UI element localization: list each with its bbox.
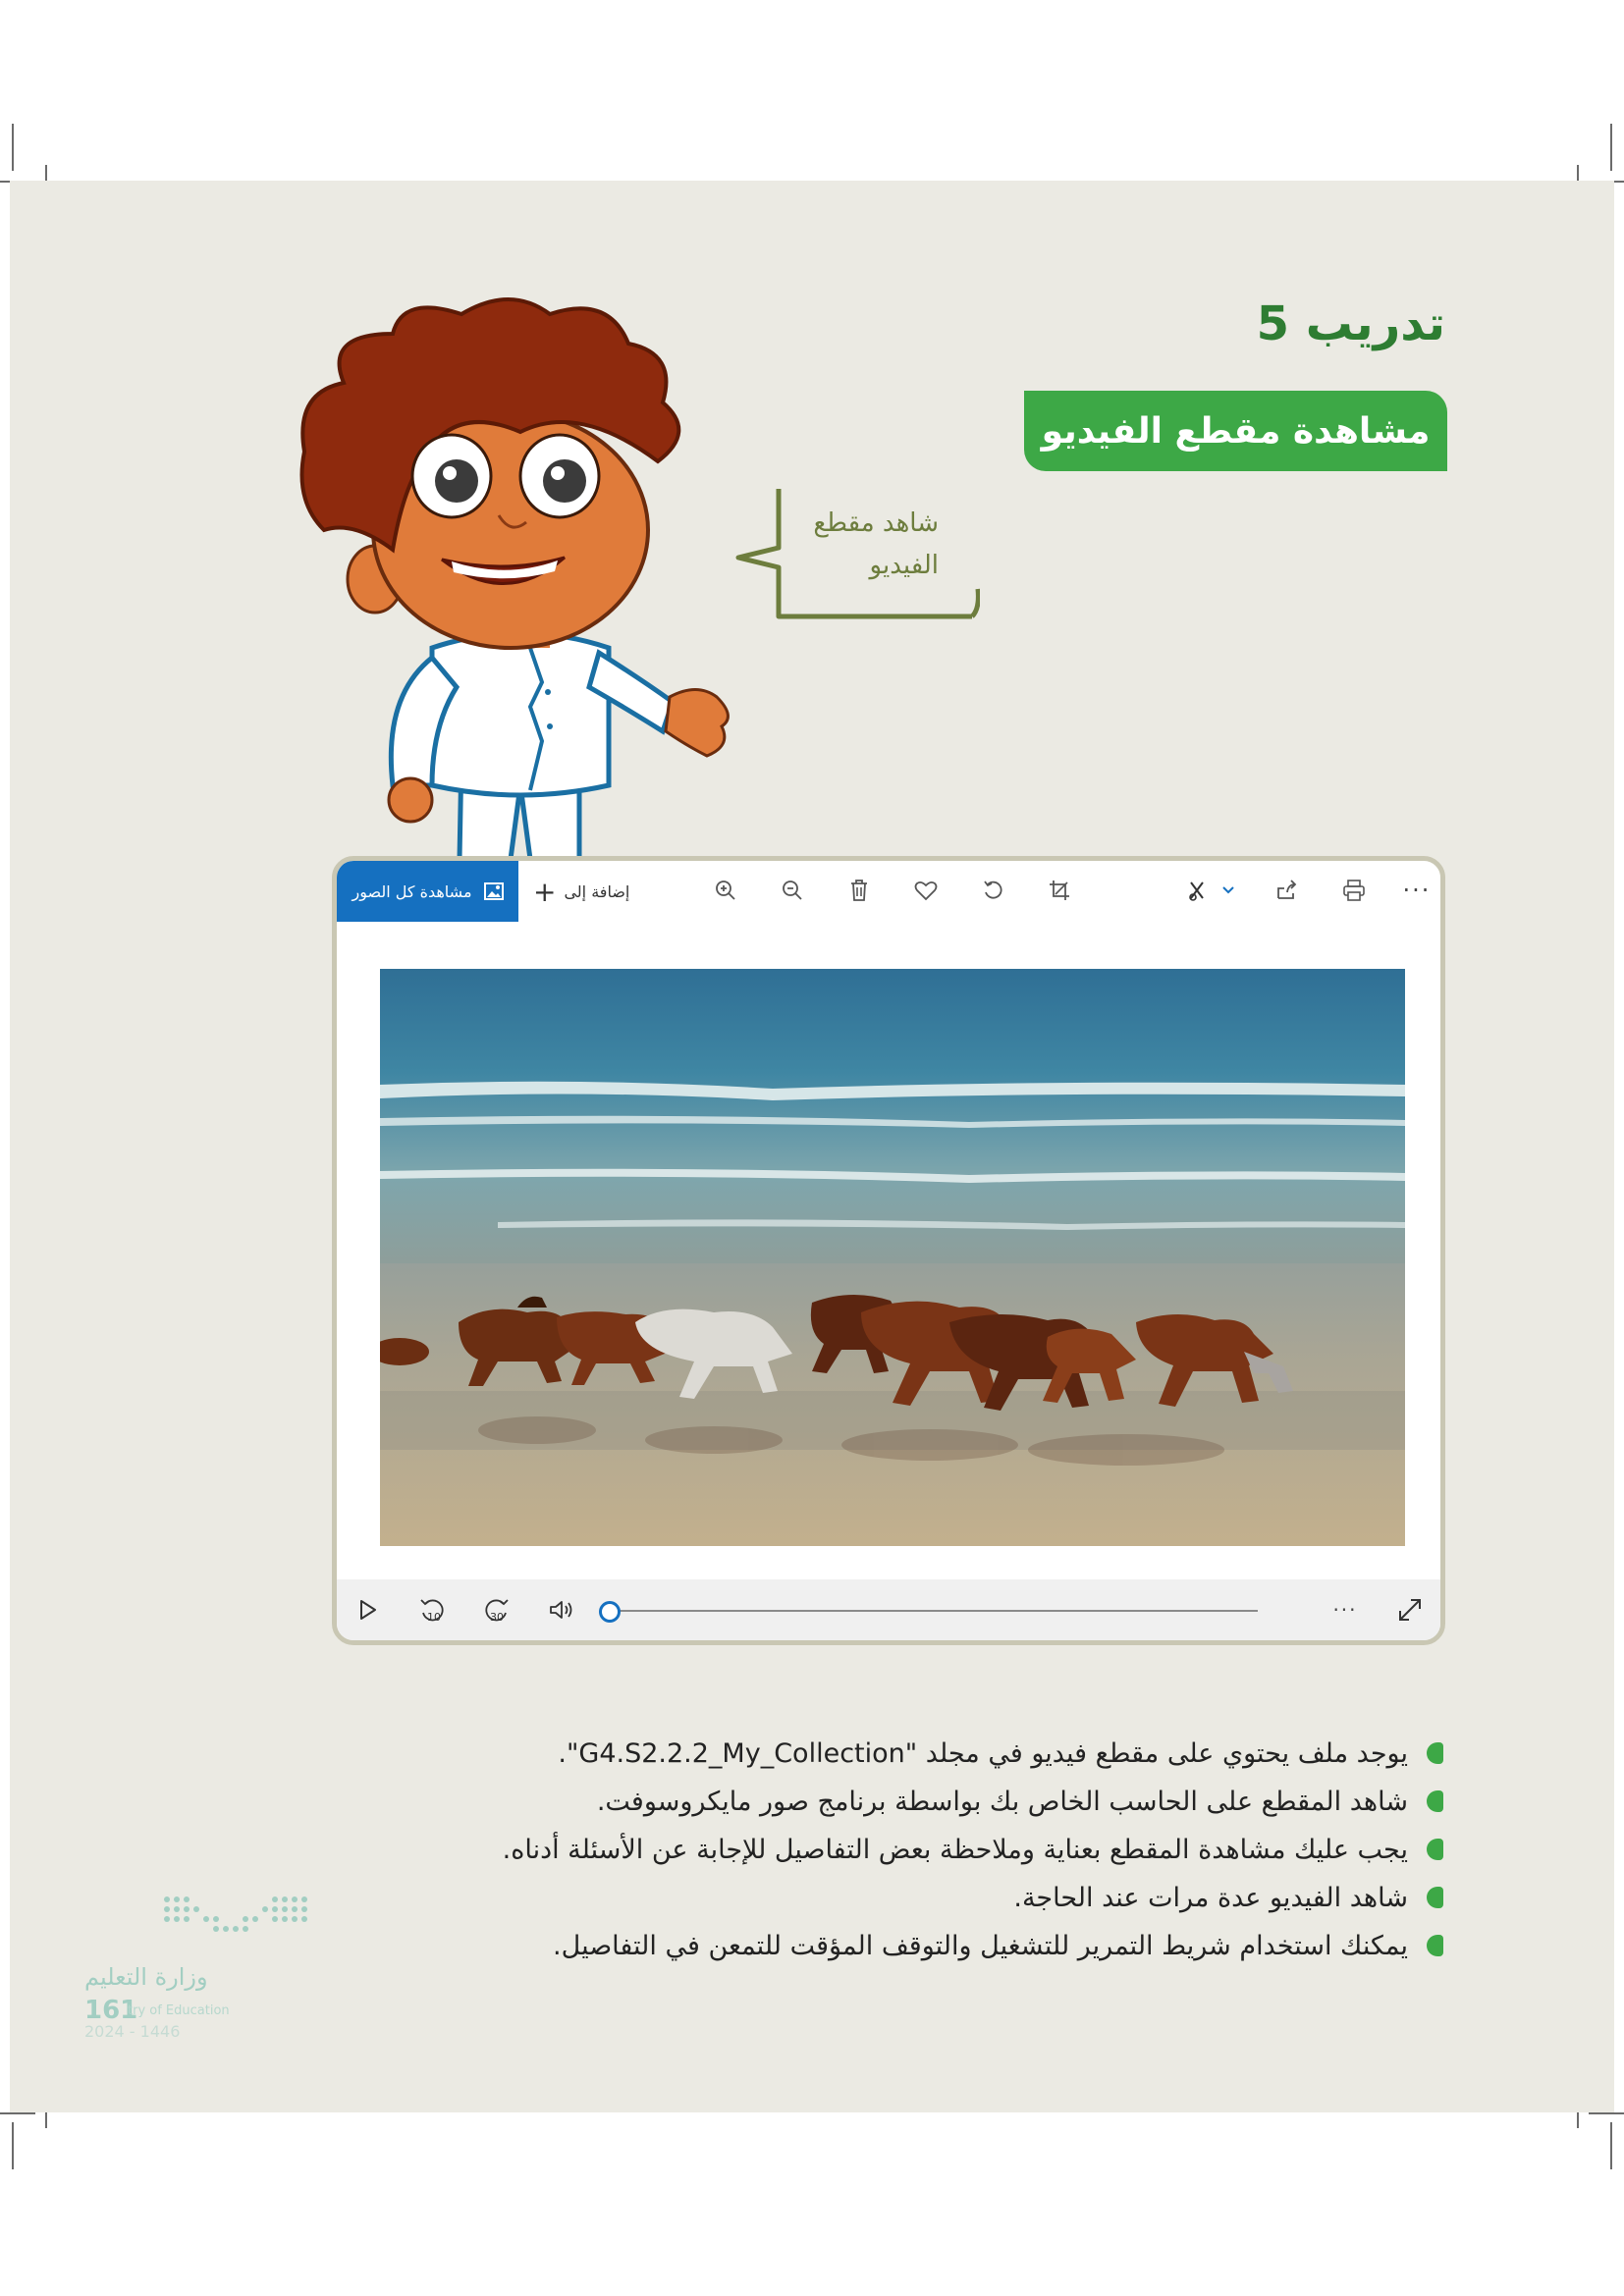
share-icon[interactable] <box>1272 875 1303 906</box>
instructions-list <box>461 1730 1443 1970</box>
crop-mark <box>0 2112 35 2114</box>
more-options-icon[interactable]: ··· <box>1332 1598 1358 1622</box>
list-item <box>461 1778 1443 1826</box>
exercise-title: تدريب 5 <box>1256 296 1445 351</box>
bullet-icon <box>1427 1839 1443 1860</box>
ministry-logo-dots-icon <box>157 1890 324 1949</box>
zoom-out-icon[interactable] <box>777 875 808 906</box>
crop-mark <box>1610 124 1612 171</box>
rotate-icon[interactable] <box>977 875 1008 906</box>
favorite-icon[interactable] <box>910 875 942 906</box>
video-player-window <box>332 856 1445 1645</box>
more-icon[interactable]: ··· <box>1402 877 1432 904</box>
edit-icon[interactable] <box>1187 875 1240 906</box>
skip-back-seconds: 10 <box>427 1611 441 1624</box>
skip-forward-seconds: 30 <box>490 1611 504 1624</box>
delete-icon[interactable] <box>843 875 875 906</box>
play-icon[interactable] <box>351 1593 384 1627</box>
list-item <box>461 1826 1443 1874</box>
bullet-icon <box>1427 1790 1443 1812</box>
crop-mark <box>1589 2112 1624 2114</box>
print-icon[interactable] <box>1338 875 1370 906</box>
list-item-text: يجب عليك مشاهدة المقطع بعناية وملاحظة بعض التفاصيل للإجابة عن الأسئلة أدناه. <box>502 1835 1408 1865</box>
player-toolbar <box>337 861 1440 926</box>
bullet-icon <box>1427 1742 1443 1764</box>
ministry-logo <box>84 1890 320 2041</box>
ministry-name: وزارة التعليم <box>84 1963 208 1991</box>
section-banner: مشاهدة مقطع الفيديو <box>1024 391 1447 471</box>
crop-mark <box>12 2122 14 2169</box>
volume-icon[interactable] <box>545 1593 578 1627</box>
add-to-label: إضافة إلى <box>564 881 630 901</box>
seek-thumb[interactable] <box>599 1601 621 1623</box>
bullet-icon <box>1427 1935 1443 1956</box>
see-all-photos-button[interactable] <box>337 861 518 922</box>
all-photos-label: مشاهدة كل الصور <box>352 881 472 901</box>
page-number: 161 <box>84 1996 138 2025</box>
ministry-name-en: try of Education <box>128 2003 230 2018</box>
list-item-text: يوجد ملف يحتوي على مقطع فيديو في مجلد "G4.S2.2.2_My_Collection". <box>558 1738 1408 1769</box>
list-item <box>461 1874 1443 1922</box>
list-item-text: شاهد المقطع على الحاسب الخاص بك بواسطة برنامج صور مايكروسوفت. <box>596 1787 1408 1817</box>
crop-mark <box>12 124 14 171</box>
player-controls <box>337 1579 1440 1640</box>
list-item-text: يمكنك استخدام شريط التمرير للتشغيل والتوقف المؤقت للتمعن في التفاصيل. <box>553 1931 1408 1961</box>
list-item <box>461 1730 1443 1778</box>
crop-icon[interactable] <box>1044 875 1075 906</box>
boy-mascot-illustration <box>285 294 746 864</box>
academic-year: 2024 - 1446 <box>84 2022 181 2041</box>
horses-on-beach-image <box>380 969 1405 1546</box>
crop-mark <box>1610 2122 1612 2169</box>
list-item <box>461 1922 1443 1970</box>
bullet-icon <box>1427 1887 1443 1908</box>
skip-back-icon[interactable] <box>415 1593 449 1627</box>
fullscreen-icon[interactable] <box>1393 1593 1427 1627</box>
photos-icon <box>484 882 504 900</box>
plus-icon: + <box>533 875 557 908</box>
skip-forward-icon[interactable] <box>480 1593 514 1627</box>
zoom-in-icon[interactable] <box>710 875 741 906</box>
seek-bar[interactable] <box>610 1610 1258 1612</box>
list-item-text: شاهد الفيديو عدة مرات عند الحاجة. <box>1013 1883 1408 1913</box>
video-frame[interactable] <box>380 969 1405 1546</box>
add-to-button[interactable] <box>533 875 629 908</box>
speech-bubble-text: شاهد مقطع الفيديو <box>813 508 939 580</box>
